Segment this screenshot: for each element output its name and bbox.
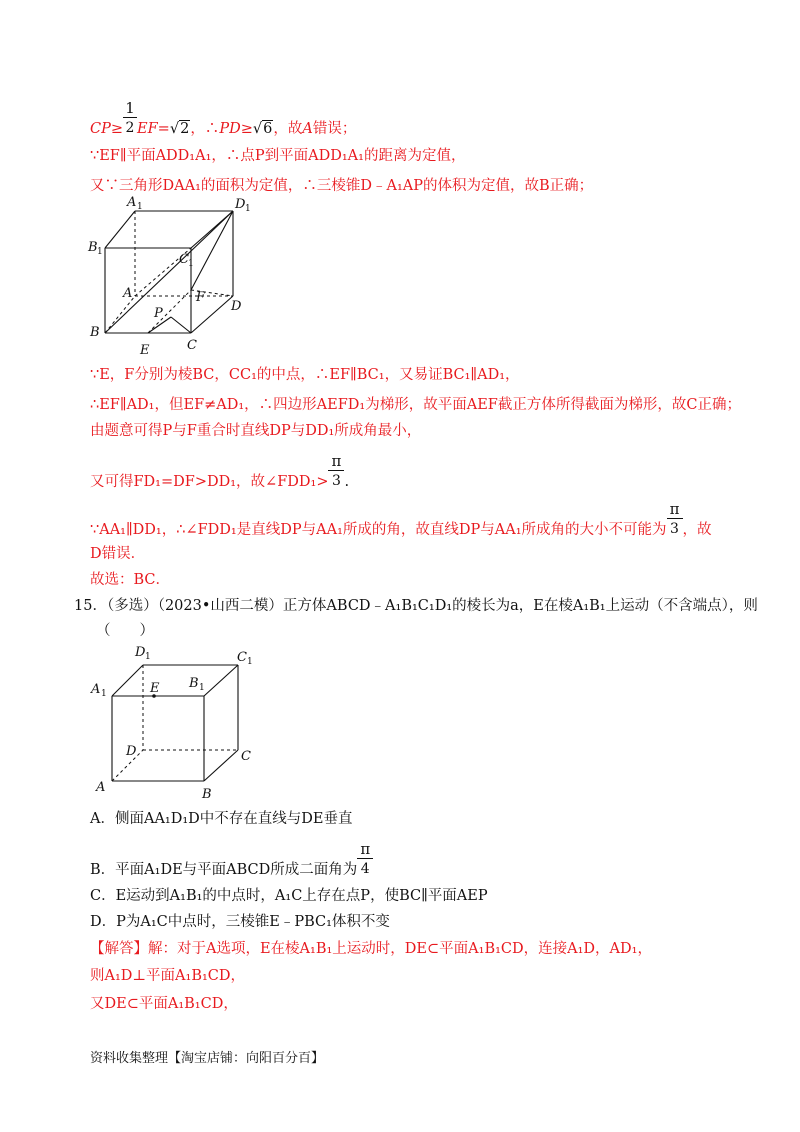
label-d: D [231, 299, 242, 314]
label-d1: D [235, 197, 246, 212]
label-a: A [96, 780, 106, 795]
option-b [90, 840, 373, 880]
label-p: P [154, 306, 163, 321]
label-a1: A [91, 682, 101, 697]
text-a: A [302, 121, 313, 137]
label-sub: 1 [97, 247, 103, 257]
radicand: 2 [180, 121, 190, 137]
label-a1: A [127, 195, 137, 210]
text-l8: ∵AA₁∥DD₁，∴∠FDD₁是直线DP与AA₁所成的角，故直线DP与AA₁所成角的大小不可能为 [90, 522, 667, 538]
solution-line-2: ∵EF∥平面ADD₁A₁，∴点P到平面ADD₁A₁的距离为定值， [90, 148, 466, 164]
footer-source: 资料收集整理【淘宝店铺：向阳百分百】 [90, 1051, 325, 1066]
label-e: E [150, 681, 160, 696]
label-f: F [196, 290, 206, 305]
fraction-half [123, 99, 137, 137]
solution-line-7 [90, 452, 350, 492]
solution-line-4: ∵E，F分别为棱BC，CC₁的中点，∴EF∥BC₁，又易证BC₁∥AD₁， [90, 367, 520, 383]
solution-line-s3: 又DE⊂平面A₁B₁CD， [90, 996, 238, 1012]
solution-line-10: 故选：BC． [90, 572, 171, 588]
label-sub: 1 [245, 204, 251, 214]
fraction-pi-3b [667, 500, 683, 538]
label-b: B [90, 325, 100, 340]
radicand: 6 [263, 121, 273, 137]
option-d: D．P为A₁C中点时，三棱锥E﹣PBC₁体积不变 [90, 914, 390, 930]
text-l7: 又可得FD₁=DF>DD₁，故∠FDD₁> [90, 474, 329, 490]
label-c: C [187, 338, 197, 353]
fraction-den: 3 [670, 521, 679, 537]
text-geq: ≥ [110, 121, 124, 137]
solution-text-1: 解：对于A选项，E在棱A₁B₁上运动时，DE⊂平面A₁B₁CD，连接A₁D，AD₁， [148, 941, 652, 957]
text-eq: = [157, 121, 170, 137]
label-b: B [202, 787, 212, 802]
problem-source: （2023•山西二模） [157, 598, 283, 614]
fraction-pi-3 [328, 452, 344, 490]
cube-figure-2 [88, 643, 268, 803]
solution-line-9: D错误． [90, 546, 146, 562]
cube-figure-1 [85, 193, 265, 363]
fraction-num: π [360, 840, 371, 858]
solution-line-s2: 则A₁D⊥平面A₁B₁CD， [90, 968, 246, 984]
label-sub: 1 [199, 683, 205, 693]
fraction-den: 4 [360, 861, 370, 877]
label-a: A [123, 286, 133, 301]
option-c: C．E运动到A₁B₁的中点时，A₁C上存在点P，使BC∥平面AEP [90, 888, 488, 904]
label-b1: B [189, 676, 199, 691]
text-ef: EF [137, 121, 158, 137]
problem-15-stem [74, 596, 758, 616]
label-b1: B [88, 240, 98, 255]
label-d: D [126, 744, 137, 759]
label-sub: 1 [137, 202, 143, 212]
fraction-num: 1 [125, 99, 135, 117]
label-sub: 1 [101, 689, 107, 699]
label-sub: 1 [247, 657, 253, 667]
solution-line-1 [90, 99, 357, 139]
solution-line-s1 [90, 939, 652, 959]
problem-stem: 正方体ABCD﹣A₁B₁C₁D₁的棱长为a，E在棱A₁B₁上运动（不含端点），则 [282, 598, 758, 614]
fraction-pi-4 [357, 840, 373, 878]
fraction-den: 3 [332, 473, 341, 489]
solution-line-3: 又∵三角形DAA₁的面积为定值，∴三棱锥D﹣A₁AP的体积为定值，故B正确； [90, 178, 594, 194]
label-sub: 1 [145, 652, 151, 662]
label-c: C [241, 749, 251, 764]
text-period: . [344, 474, 350, 490]
text-therefore: ，∴ [190, 121, 220, 137]
fraction-num: π [331, 452, 342, 470]
option-a: A．侧面AA₁D₁D中不存在直线与DE垂直 [90, 811, 353, 827]
text-geq2: ≥ [240, 121, 253, 137]
label-c1: C [179, 252, 189, 267]
text-pd: PD [219, 121, 241, 137]
option-b-text: B．平面A₁DE与平面ABCD所成二面角为 [90, 862, 358, 878]
label-c1: C [237, 650, 247, 665]
sqrt-2: √2 [169, 121, 190, 137]
text-wrong: 错误； [312, 121, 357, 137]
fraction-num: π [669, 500, 680, 518]
label-sub: 1 [188, 259, 194, 269]
text-cp: CP [90, 121, 111, 137]
answer-tag: 【解答】 [90, 941, 148, 957]
problem-15-paren: （ ） [96, 623, 154, 639]
problem-number: 15． [74, 598, 107, 614]
text-gu: ，故 [273, 121, 303, 137]
solution-line-8 [90, 500, 712, 540]
sqrt-6: √6 [252, 121, 273, 137]
fraction-den: 2 [125, 120, 135, 136]
solution-line-6: 由题意可得P与F重合时直线DP与DD₁所成角最小， [90, 423, 422, 439]
label-d1: D [135, 645, 146, 660]
text-l8-end: ，故 [682, 522, 712, 538]
solution-line-5: ∴EF∥AD₁，但EF≠AD₁，∴四边形AEFD₁为梯形，故平面AEF截正方体所得截面为梯形，故C正确； [90, 397, 741, 413]
problem-tag: （多选） [106, 598, 158, 614]
label-e: E [140, 343, 150, 358]
